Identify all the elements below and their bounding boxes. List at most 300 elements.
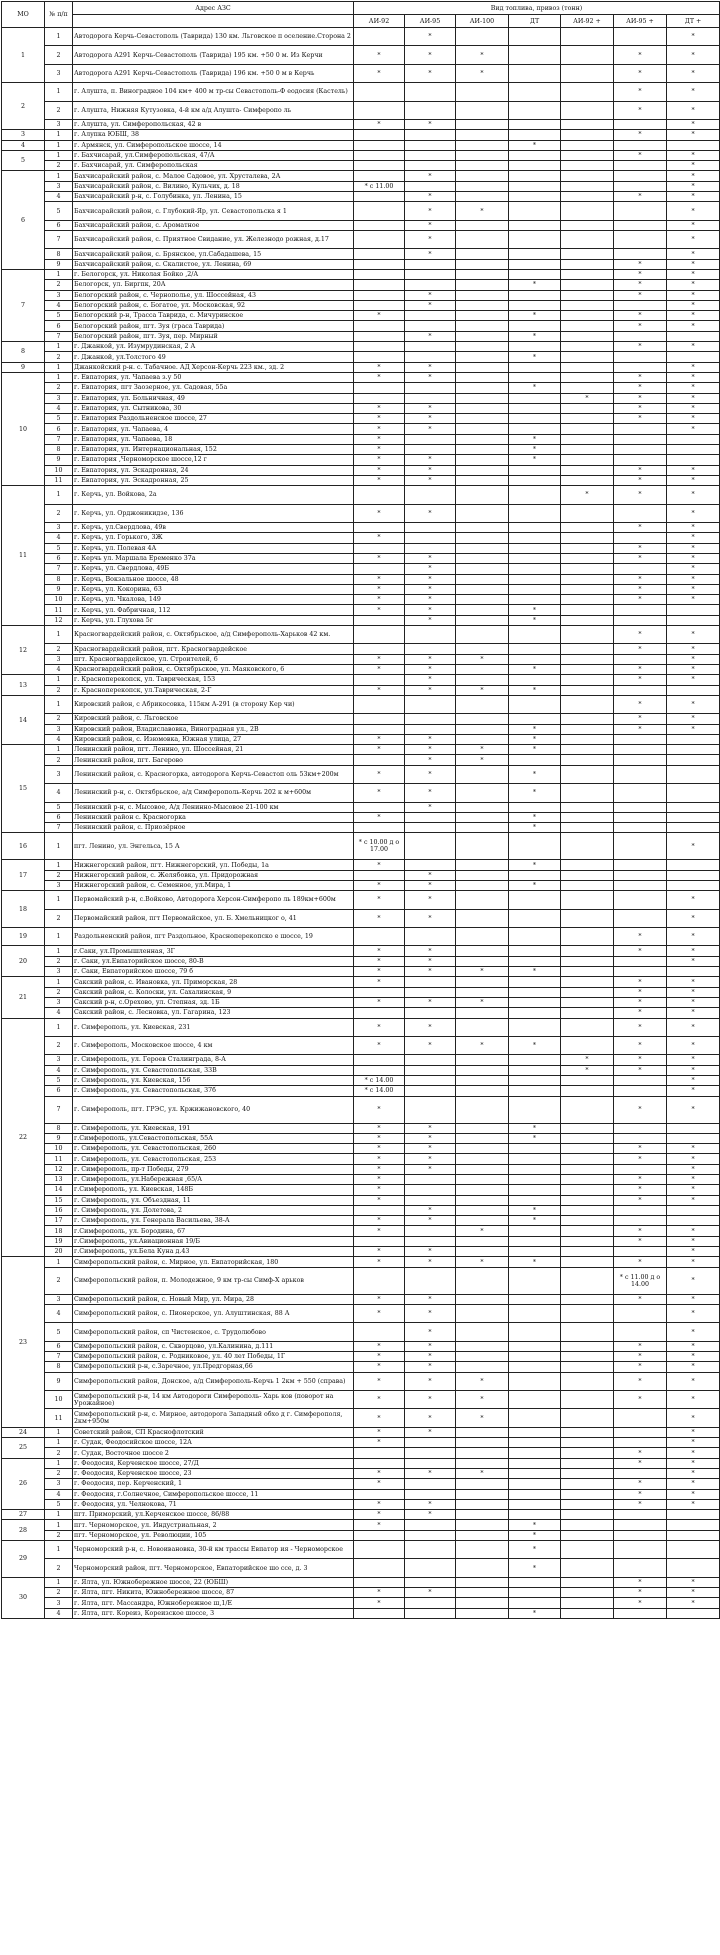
table-row	[2, 870, 720, 880]
fuel-mark-cell	[405, 83, 456, 101]
fuel-mark-cell: *	[614, 553, 667, 563]
header-fuel-ai100: АИ-100	[456, 15, 509, 28]
fuel-mark-cell	[456, 475, 509, 485]
fuel-mark-cell	[456, 1195, 509, 1205]
fuel-mark-cell	[509, 574, 561, 584]
row-number-cell: 12	[45, 1164, 73, 1174]
table-row	[2, 664, 720, 674]
fuel-mark-cell	[509, 1448, 561, 1458]
address-cell: Ленинский р-н, с. Октябрьское, а/д Симферополь-Керчь 202 к м+600м	[73, 784, 354, 802]
fuel-mark-cell	[561, 465, 614, 475]
fuel-mark-cell: *	[561, 1065, 614, 1075]
fuel-mark-cell: *	[614, 46, 667, 64]
fuel-mark-cell: *	[667, 383, 720, 393]
row-number-cell: 2	[45, 46, 73, 64]
fuel-mark-cell: *	[405, 1018, 456, 1036]
fuel-mark-cell: *	[667, 1075, 720, 1085]
fuel-mark-cell	[456, 28, 509, 46]
fuel-mark-cell: *	[614, 1036, 667, 1054]
row-number-cell: 1	[45, 860, 73, 870]
fuel-mark-cell	[405, 101, 456, 119]
table-row	[2, 523, 720, 533]
fuel-mark-cell	[509, 1391, 561, 1409]
fuel-mark-cell: *	[354, 475, 405, 485]
table-row	[2, 755, 720, 765]
fuel-mark-cell	[405, 1520, 456, 1530]
fuel-mark-cell: *	[354, 1133, 405, 1143]
table-row	[2, 644, 720, 654]
mo-cell: 8	[2, 342, 45, 363]
fuel-mark-cell	[509, 1065, 561, 1075]
fuel-mark-cell	[509, 1008, 561, 1018]
address-cell: г. Феодосия, Керченское шоссе, 27/Д	[73, 1458, 354, 1468]
fuel-mark-cell	[354, 644, 405, 654]
row-number-cell: 3	[45, 290, 73, 300]
fuel-mark-cell: *	[667, 1236, 720, 1246]
fuel-mark-cell	[561, 1391, 614, 1409]
fuel-mark-cell	[405, 1055, 456, 1065]
fuel-mark-cell: *	[667, 1185, 720, 1195]
table-row	[2, 220, 720, 230]
fuel-mark-cell	[561, 1541, 614, 1559]
row-number-cell: 11	[45, 1409, 73, 1427]
fuel-mark-cell: *	[354, 46, 405, 64]
fuel-mark-cell	[561, 584, 614, 594]
mo-cell: 13	[2, 675, 45, 696]
row-number-cell: 2	[45, 685, 73, 695]
address-cell: г. Евпатория, ул. Эскадронная, 25	[73, 475, 354, 485]
fuel-mark-cell: *	[667, 150, 720, 160]
fuel-mark-cell	[561, 714, 614, 724]
address-cell: пгт. Черноморское, ул. Индустриальная, 2	[73, 1520, 354, 1530]
row-number-cell: 1	[45, 675, 73, 685]
fuel-mark-cell: *	[667, 1438, 720, 1448]
fuel-mark-cell	[509, 1175, 561, 1185]
fuel-mark-cell	[456, 465, 509, 475]
fuel-mark-cell: *	[667, 372, 720, 382]
fuel-mark-cell	[354, 331, 405, 341]
fuel-mark-cell	[509, 1409, 561, 1427]
fuel-mark-cell	[456, 1267, 509, 1294]
fuel-mark-cell	[354, 1205, 405, 1215]
fuel-mark-cell	[561, 140, 614, 150]
table-row	[2, 352, 720, 362]
fuel-mark-cell	[561, 383, 614, 393]
fuel-mark-cell: *	[509, 445, 561, 455]
fuel-mark-cell: *	[614, 1458, 667, 1468]
fuel-mark-cell	[561, 311, 614, 321]
fuel-mark-cell	[561, 119, 614, 129]
table-row	[2, 1530, 720, 1540]
fuel-mark-cell: *	[405, 1409, 456, 1427]
table-row	[2, 475, 720, 485]
fuel-mark-cell: *	[405, 64, 456, 82]
fuel-mark-cell	[509, 414, 561, 424]
mo-cell: 27	[2, 1510, 45, 1520]
table-row	[2, 231, 720, 249]
fuel-mark-cell: *	[405, 664, 456, 674]
address-cell: г. Евпатория, пгт Заозерное, ул. Садовая, 55а	[73, 383, 354, 393]
fuel-mark-cell	[456, 300, 509, 310]
fuel-mark-cell	[561, 455, 614, 465]
fuel-mark-cell	[509, 1236, 561, 1246]
address-cell: г. Симферополь, ул. Севастопольская, 253	[73, 1154, 354, 1164]
row-number-cell: 1	[45, 270, 73, 280]
address-cell: Сакский р-н, с.Орехово, ул. Степная, зд. 1Б	[73, 997, 354, 1007]
fuel-mark-cell	[561, 956, 614, 966]
fuel-mark-cell	[456, 1008, 509, 1018]
fuel-mark-cell: *	[509, 734, 561, 744]
table-row	[2, 997, 720, 1007]
table-body	[2, 28, 720, 1619]
fuel-mark-cell	[614, 1510, 667, 1520]
header-mo: МО	[2, 2, 45, 28]
fuel-mark-cell: *	[405, 1499, 456, 1509]
fuel-mark-cell	[405, 860, 456, 870]
row-number-cell: 2	[45, 161, 73, 171]
fuel-mark-cell: *	[667, 1055, 720, 1065]
table-row	[2, 331, 720, 341]
fuel-mark-cell	[405, 1075, 456, 1085]
row-number-cell: 1	[45, 1541, 73, 1559]
row-number-cell: 2	[45, 352, 73, 362]
fuel-mark-cell	[456, 1520, 509, 1530]
fuel-mark-cell: *	[614, 625, 667, 643]
fuel-mark-cell	[456, 342, 509, 352]
fuel-mark-cell	[456, 1608, 509, 1618]
address-cell: г. Симферополь, ул. Киевская, 231	[73, 1018, 354, 1036]
fuel-mark-cell	[509, 1458, 561, 1468]
address-cell: Нижнегорский район, с. Желябовка, ул. Придорожная	[73, 870, 354, 880]
fuel-mark-cell: *	[354, 1499, 405, 1509]
fuel-mark-cell	[614, 823, 667, 833]
table-row	[2, 119, 720, 129]
fuel-mark-cell	[456, 605, 509, 615]
address-cell: г. Белогорск, ул. Николая Бойко ,2/А	[73, 270, 354, 280]
fuel-mark-cell	[614, 434, 667, 444]
table-row	[2, 724, 720, 734]
fuel-mark-cell: *	[509, 383, 561, 393]
address-cell: г. Ялта, ул. Южнобережное шоссе, 22 (ЮБШ)	[73, 1577, 354, 1587]
fuel-mark-cell: *	[405, 745, 456, 755]
fuel-mark-cell: *	[667, 574, 720, 584]
fuel-mark-cell	[614, 1086, 667, 1096]
fuel-mark-cell: *	[405, 553, 456, 563]
address-cell: г. Симферополь, ул. Севастопольская, 260	[73, 1144, 354, 1154]
table-row	[2, 1391, 720, 1409]
fuel-mark-cell: *	[667, 625, 720, 643]
fuel-mark-cell	[614, 362, 667, 372]
table-row	[2, 1608, 720, 1618]
table-row	[2, 270, 720, 280]
table-row	[2, 1469, 720, 1479]
header-fuel-group: Вид топлива, привоз (тонн)	[354, 2, 720, 15]
stations-table	[1, 1, 720, 1619]
fuel-mark-cell: *	[667, 543, 720, 553]
fuel-mark-cell	[456, 220, 509, 230]
fuel-mark-cell: *	[405, 331, 456, 341]
fuel-mark-cell: *	[354, 1185, 405, 1195]
fuel-mark-cell: *	[614, 1096, 667, 1123]
fuel-mark-cell: *	[354, 1479, 405, 1489]
fuel-mark-cell	[509, 1185, 561, 1195]
fuel-mark-cell	[509, 1144, 561, 1154]
fuel-mark-cell: *	[354, 1520, 405, 1530]
fuel-mark-cell: *	[405, 564, 456, 574]
fuel-mark-cell	[456, 812, 509, 822]
fuel-mark-cell	[509, 1086, 561, 1096]
fuel-mark-cell: *	[354, 1352, 405, 1362]
table-row	[2, 1294, 720, 1304]
address-cell: Симферопольский р-н, 14 км Автодороги Симферополь- Харь ков (поворот на Урожайное)	[73, 1391, 354, 1409]
fuel-mark-cell: *	[405, 881, 456, 891]
address-cell: г. Симферополь, ул. Героев Сталинграда, 8-А	[73, 1055, 354, 1065]
address-cell: Черноморский район, пгт. Черноморское, Евпаторийское шо ссе, д. 3	[73, 1559, 354, 1577]
address-cell: г. Симферополь, ул. Киевская, 156	[73, 1075, 354, 1085]
fuel-mark-cell: *	[405, 734, 456, 744]
table-row	[2, 403, 720, 413]
fuel-mark-cell	[509, 119, 561, 129]
table-row	[2, 414, 720, 424]
table-row	[2, 584, 720, 594]
fuel-mark-cell	[509, 161, 561, 171]
fuel-mark-cell: * с 14.00	[354, 1075, 405, 1085]
fuel-mark-cell: *	[354, 424, 405, 434]
fuel-mark-cell: *	[354, 1036, 405, 1054]
fuel-mark-cell: *	[614, 695, 667, 713]
fuel-mark-cell: *	[354, 881, 405, 891]
fuel-mark-cell: *	[354, 1427, 405, 1437]
fuel-mark-cell: *	[614, 1598, 667, 1608]
fuel-mark-cell	[561, 1236, 614, 1246]
fuel-mark-cell	[509, 1588, 561, 1598]
fuel-mark-cell: *	[614, 321, 667, 331]
fuel-mark-cell	[561, 644, 614, 654]
row-number-cell: 9	[45, 584, 73, 594]
fuel-mark-cell: *	[354, 504, 405, 522]
fuel-mark-cell: *	[354, 1294, 405, 1304]
table-row	[2, 1086, 720, 1096]
table-row	[2, 1036, 720, 1054]
address-cell: г. Симферополь, ул. Объездная, 11	[73, 1195, 354, 1205]
fuel-mark-cell: *	[509, 967, 561, 977]
fuel-mark-cell: *	[354, 64, 405, 82]
fuel-mark-cell	[561, 46, 614, 64]
fuel-mark-cell	[509, 46, 561, 64]
fuel-mark-cell: *	[405, 465, 456, 475]
fuel-mark-cell	[405, 140, 456, 150]
fuel-mark-cell	[354, 1008, 405, 1018]
fuel-mark-cell	[667, 1520, 720, 1530]
address-cell: г. Бахчисарай, ул. Симферопольская	[73, 161, 354, 171]
fuel-mark-cell	[614, 455, 667, 465]
fuel-mark-cell	[561, 202, 614, 220]
fuel-mark-cell	[456, 1247, 509, 1257]
row-number-cell: 1	[45, 1520, 73, 1530]
fuel-mark-cell	[614, 909, 667, 927]
fuel-mark-cell	[561, 625, 614, 643]
fuel-mark-cell: *	[667, 1469, 720, 1479]
fuel-mark-cell: * с 11.00	[354, 181, 405, 191]
fuel-mark-cell	[456, 1458, 509, 1468]
fuel-mark-cell	[456, 946, 509, 956]
fuel-mark-cell	[561, 259, 614, 269]
fuel-mark-cell	[614, 1409, 667, 1427]
table-row	[2, 342, 720, 352]
address-cell: Белогорск, ул. Биргпк, 20А	[73, 280, 354, 290]
fuel-mark-cell	[456, 543, 509, 553]
fuel-mark-cell	[667, 455, 720, 465]
table-row	[2, 977, 720, 987]
fuel-mark-cell: *	[354, 1372, 405, 1390]
fuel-mark-cell: *	[405, 1123, 456, 1133]
mo-cell: 14	[2, 695, 45, 744]
address-cell: г. Евпатория ,Черноморское шоссе,12 г	[73, 455, 354, 465]
address-cell: г. Евпатория, ул. Интернациональная, 152	[73, 445, 354, 455]
fuel-mark-cell	[405, 1195, 456, 1205]
address-cell: Джанкойский р-н. с. Табачное. АД Херсон-Керчь 223 км., зд. 2	[73, 362, 354, 372]
fuel-mark-cell: *	[614, 1448, 667, 1458]
fuel-mark-cell	[561, 1598, 614, 1608]
fuel-mark-cell: *	[509, 1133, 561, 1143]
address-cell: г. Симферополь, пгт. ГРЭС, ул. Кржижановского, 40	[73, 1096, 354, 1123]
fuel-mark-cell	[509, 1438, 561, 1448]
fuel-mark-cell: *	[405, 574, 456, 584]
fuel-mark-cell: *	[405, 1154, 456, 1164]
fuel-mark-cell: *	[354, 1341, 405, 1351]
table-row	[2, 259, 720, 269]
fuel-mark-cell	[561, 83, 614, 101]
fuel-mark-cell	[456, 1304, 509, 1322]
fuel-mark-cell	[614, 1608, 667, 1618]
fuel-mark-cell: *	[405, 685, 456, 695]
fuel-mark-cell: *	[354, 362, 405, 372]
fuel-mark-cell: *	[354, 967, 405, 977]
fuel-mark-cell	[405, 342, 456, 352]
fuel-mark-cell	[561, 475, 614, 485]
fuel-mark-cell	[561, 928, 614, 946]
fuel-mark-cell	[561, 1123, 614, 1133]
fuel-mark-cell: *	[405, 171, 456, 181]
fuel-mark-cell: *	[614, 259, 667, 269]
fuel-mark-cell	[509, 909, 561, 927]
fuel-mark-cell: *	[456, 46, 509, 64]
address-cell: Кировский район, с. Изюмовка, Южная улица, 27	[73, 734, 354, 744]
table-row	[2, 1458, 720, 1468]
table-row	[2, 695, 720, 713]
fuel-mark-cell: *	[614, 1144, 667, 1154]
address-cell: Кировский район, с. Льговское	[73, 714, 354, 724]
fuel-mark-cell	[509, 695, 561, 713]
fuel-mark-cell	[509, 1577, 561, 1587]
fuel-mark-cell	[354, 28, 405, 46]
row-number-cell: 3	[45, 1598, 73, 1608]
fuel-mark-cell: *	[405, 504, 456, 522]
fuel-mark-cell: *	[509, 1036, 561, 1054]
fuel-mark-cell	[405, 445, 456, 455]
fuel-mark-cell	[456, 881, 509, 891]
fuel-mark-cell	[456, 83, 509, 101]
fuel-mark-cell: *	[667, 220, 720, 230]
row-number-cell: 1	[45, 28, 73, 46]
fuel-mark-cell	[614, 564, 667, 574]
table-row	[2, 734, 720, 744]
address-cell: Бахчисарайский район, с. Глубокий-Яр, ул. Севастопольска я 1	[73, 202, 354, 220]
fuel-mark-cell: *	[405, 891, 456, 909]
row-number-cell: 1	[45, 171, 73, 181]
table-row	[2, 1123, 720, 1133]
fuel-mark-cell	[405, 644, 456, 654]
fuel-mark-cell	[456, 523, 509, 533]
mo-cell: 12	[2, 625, 45, 674]
address-cell: г. Феодосия, Керченское шоссе, 23	[73, 1469, 354, 1479]
fuel-mark-cell: *	[354, 765, 405, 783]
fuel-mark-cell	[405, 1086, 456, 1096]
fuel-mark-cell	[456, 891, 509, 909]
row-number-cell: 4	[45, 533, 73, 543]
fuel-mark-cell: *	[667, 644, 720, 654]
fuel-mark-cell	[561, 1008, 614, 1018]
fuel-mark-cell	[561, 64, 614, 82]
address-cell: Бахчисарайский район, с. Малое Садовое, ул. Хрусталева, 2А	[73, 171, 354, 181]
fuel-mark-cell: *	[405, 220, 456, 230]
fuel-mark-cell	[509, 321, 561, 331]
table-row	[2, 1164, 720, 1174]
row-number-cell: 4	[45, 1304, 73, 1322]
fuel-mark-cell: *	[354, 119, 405, 129]
table-row	[2, 1065, 720, 1075]
fuel-mark-cell: *	[354, 860, 405, 870]
table-row	[2, 83, 720, 101]
row-number-cell: 4	[45, 300, 73, 310]
fuel-mark-cell: *	[614, 714, 667, 724]
fuel-mark-cell	[561, 755, 614, 765]
fuel-mark-cell	[456, 860, 509, 870]
fuel-mark-cell: *	[405, 249, 456, 259]
fuel-mark-cell: *	[405, 1352, 456, 1362]
fuel-mark-cell: *	[405, 46, 456, 64]
fuel-mark-cell	[405, 352, 456, 362]
fuel-mark-cell	[456, 1341, 509, 1351]
fuel-mark-cell	[456, 1144, 509, 1154]
fuel-mark-cell	[561, 946, 614, 956]
fuel-mark-cell	[667, 802, 720, 812]
fuel-mark-cell	[456, 383, 509, 393]
fuel-mark-cell	[614, 1075, 667, 1085]
row-number-cell: 5	[45, 202, 73, 220]
fuel-mark-cell	[614, 1559, 667, 1577]
fuel-mark-cell: *	[614, 130, 667, 140]
header-fuel-dt: ДТ	[509, 15, 561, 28]
fuel-mark-cell	[561, 724, 614, 734]
fuel-mark-cell: *	[509, 784, 561, 802]
fuel-mark-cell	[405, 383, 456, 393]
fuel-mark-cell: *	[614, 465, 667, 475]
fuel-mark-cell: *	[509, 1608, 561, 1618]
fuel-mark-cell	[667, 1216, 720, 1226]
fuel-mark-cell: *	[405, 119, 456, 129]
header-fuel-ai92: АИ-92	[354, 15, 405, 28]
fuel-mark-cell	[509, 403, 561, 413]
fuel-mark-cell: *	[354, 1096, 405, 1123]
address-cell: г. Евпатория, ул. Чапаева, 18	[73, 434, 354, 444]
fuel-mark-cell	[509, 1055, 561, 1065]
fuel-mark-cell	[509, 625, 561, 643]
fuel-mark-cell: *	[405, 424, 456, 434]
table-row	[2, 202, 720, 220]
fuel-mark-cell	[405, 393, 456, 403]
fuel-mark-cell	[509, 101, 561, 119]
